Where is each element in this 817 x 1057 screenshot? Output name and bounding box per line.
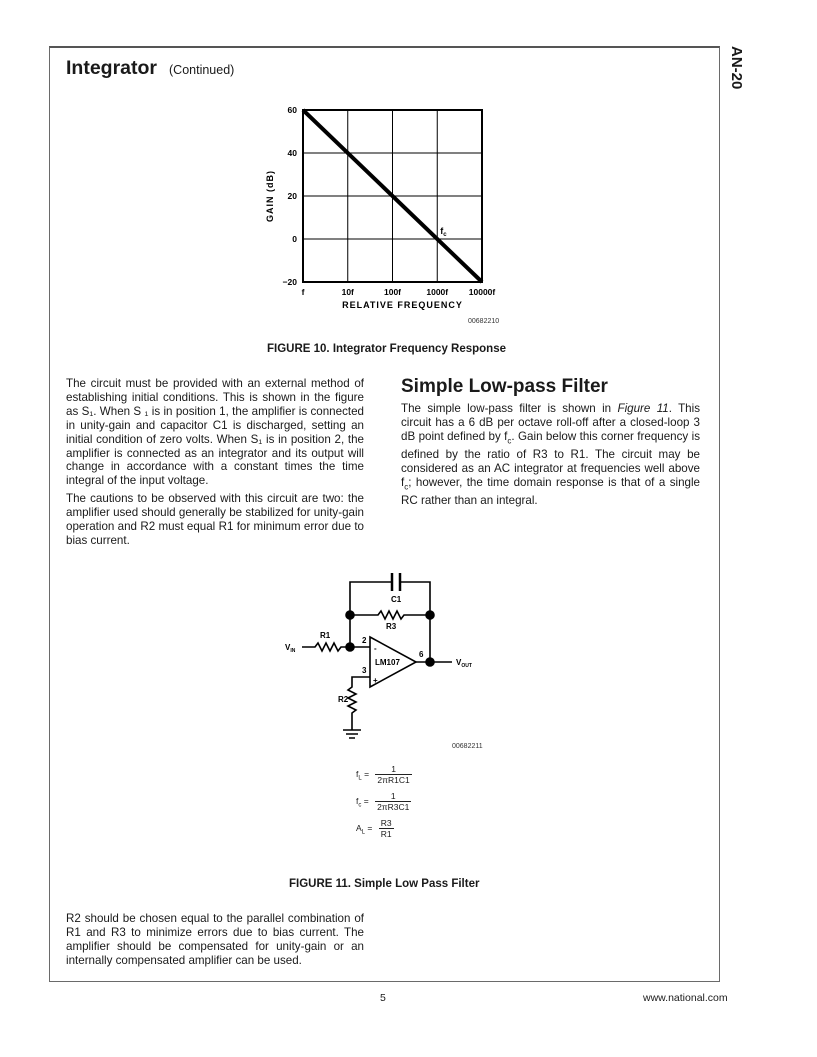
formula-al: $A_L$ = $\frac{R3}{R1}$ — [356, 818, 392, 839]
section-suffix: (Continued) — [169, 63, 235, 77]
integrator-frequency-chart — [240, 95, 530, 335]
paragraph: The cautions to be observed with this circuit are two: the amplifier used should generally be stabilized for unity-gain operation and R2 must equal R1 for minimum error due to bias current. — [66, 492, 364, 547]
x-tick-label: 10000f — [468, 287, 496, 297]
label-r2: R2 — [338, 695, 349, 704]
formula-fl: $f_L$ = $\frac{1}{2\pi R1C1}$ — [356, 764, 410, 785]
figure-link[interactable]: Figure 11 — [617, 402, 669, 415]
x-axis-label: RELATIVE FREQUENCY — [342, 300, 463, 310]
document-tag — [727, 46, 747, 106]
resistor-r1 — [302, 643, 370, 651]
label-r1: R1 — [320, 631, 331, 640]
section-title — [66, 57, 234, 80]
document-tag-text: AN-20 — [728, 46, 745, 90]
figure10-caption: FIGURE 10. Integrator Frequency Response — [267, 343, 507, 355]
label-pin6: 6 — [419, 650, 424, 659]
junction-dot — [346, 611, 354, 619]
bottom-paragraph: R2 should be chosen equal to the parallel combination of R1 and R3 to minimize errors due to bias current. The amplifier should be compensated for unity-gain or an internally compensated amplifier can be used. — [66, 912, 364, 967]
junction-dot — [426, 658, 434, 666]
resistor-r3 — [350, 611, 430, 619]
section-title-text: Integrator — [66, 57, 158, 79]
junction-dot — [426, 611, 434, 619]
section-heading: Simple Low-pass Filter — [401, 376, 608, 397]
left-column-text — [66, 377, 364, 552]
ground-icon — [343, 730, 361, 738]
formula-fc: $f_c$ = $\frac{1}{2\pi R3C1}$ — [356, 791, 410, 812]
label-c1: C1 — [391, 595, 402, 604]
y-tick-label: −20 — [282, 277, 297, 287]
footer-url[interactable]: www.national.com — [643, 992, 728, 1004]
page-number: 5 — [380, 992, 386, 1004]
x-tick-label: f — [301, 287, 305, 297]
c1-wire — [350, 582, 430, 615]
label-vin: $V_{IN}$ — [285, 643, 296, 654]
paragraph: The simple low-pass filter is shown in Figure 11. This circuit has a 6 dB per octave roll-off after a closed-loop 3 dB point defined by $f_c$. Gain below this corner frequency is defined by the ratio of R3 to R1. The circuit may be considered as an AC integrator at frequencies well above $f_c$; however, the time domain response is that of a single RC rather than an integral. — [401, 402, 700, 508]
y-tick-label: 20 — [287, 191, 297, 201]
junction-dot — [346, 643, 354, 651]
x-tick-label: 100f — [383, 287, 402, 297]
label-vout: $V_{OUT}$ — [456, 658, 472, 669]
label-minus: - — [374, 644, 377, 653]
figure11-id: 00682211 — [452, 743, 483, 750]
figure10-id: 00682210 — [468, 318, 500, 325]
x-tick-label: 1000f — [426, 287, 449, 297]
figure11-caption: FIGURE 11. Simple Low Pass Filter — [289, 878, 480, 890]
y-tick-label: 60 — [287, 105, 297, 115]
label-pin2: 2 — [362, 636, 367, 645]
chart-tick-labels — [283, 105, 496, 297]
y-tick-label: 0 — [292, 234, 297, 244]
label-opamp: LM107 — [375, 658, 400, 667]
y-tick-label: 40 — [287, 148, 297, 158]
label-r3: R3 — [386, 622, 397, 631]
label-plus: + — [373, 676, 378, 685]
y-axis-label: GAIN (dB) — [265, 170, 275, 222]
fc-annotation: $f_c$ — [440, 226, 447, 238]
resistor-r2 — [348, 677, 370, 730]
label-pin3: 3 — [362, 666, 367, 675]
x-tick-label: 10f — [341, 287, 354, 297]
paragraph: The circuit must be provided with an external method of establishing initial conditions. This is shown in the figure as S₁. When S ₁ is in position 1, the amplifier is connected in unity-gain and capacitor C1 is discharged, setting an initial condition of zero volts. When S₁ is in position 2, the amplifier is connected as an integrator and its output will change in accordance with a constant times the time integral of the input voltage. — [66, 377, 364, 488]
low-pass-filter-schematic — [280, 565, 520, 755]
right-column-text — [401, 402, 700, 512]
